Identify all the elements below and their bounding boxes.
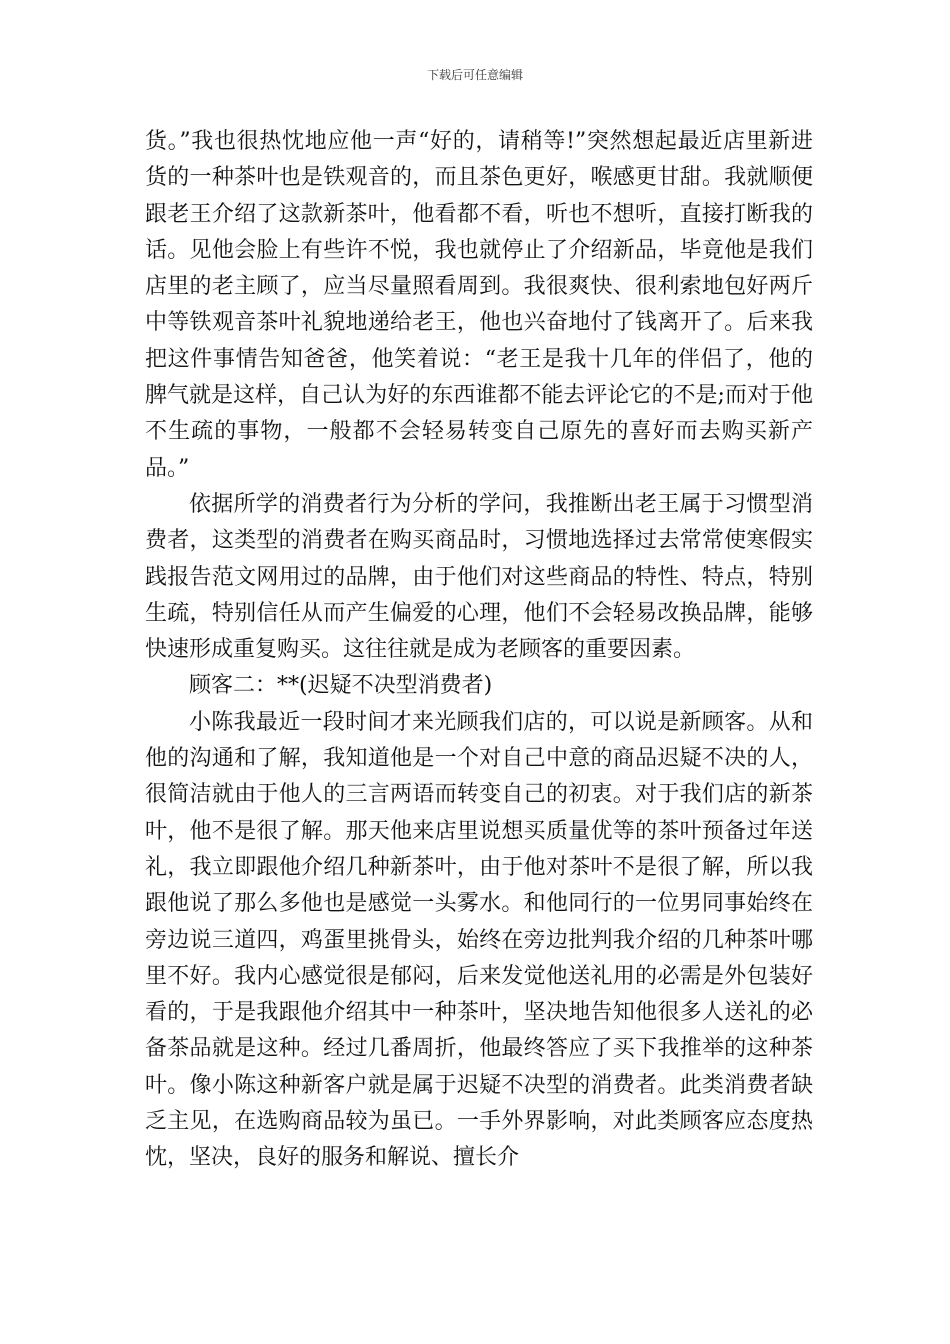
paragraph-habitual-consumer: 依据所学的消费者行为分析的学问，我推断出老王属于习惯型消费者，这类型的消费者在购买商品时，习惯地选择过去常常使寒假实践报告范文网用过的品牌，由于他们对这些商品的特性、特点，特别生疏，特别信任从而产生偏爱的心理，他们不会轻易改换品牌，能够快速形成重复购买。这往往就是成为老顾客的重要因素。 xyxy=(145,491,813,663)
paragraph-hesitant-consumer: 小陈我最近一段时间才来光顾我们店的，可以说是新顾客。从和他的沟通和了解，我知道他是一个对自己中意的商品迟疑不决的人，很简洁就由于他人的三言两语而转变自己的初衷。对于我们店的新茶叶，他不是很了解。那天他来店里说想买质量优等的茶叶预备过年送礼，我立即跟他介绍几种新茶叶，由于他对茶叶不是很了解，所以我跟他说了那么多他也是感觉一头雾水。和他同行的一位男同事始终在旁边说三道四，鸡蛋里挑骨头，始终在旁边批判我介绍的几种茶叶哪里不好。我内心感觉很是郁闷，后来发觉他送礼用的必需是外包装好看的，于是我跟他介绍其中一种茶叶，坚决地告知他很多人送礼的必备茶品就是这种。经过几番周折，他最终答应了买下我推举的这种茶叶。像小陈这种新客户就是属于迟疑不决型的消费者。此类消费者缺乏主见，在选购商品较为虽已。一手外界影响，对此类顾客应态度热忱，坚决，良好的服务和解说、擅长介 xyxy=(145,709,813,1171)
paragraph-customer-two-heading: 顾客二：**(迟疑不决型消费者) xyxy=(189,673,493,699)
document-body xyxy=(145,124,813,1177)
paragraph-tea-story: 货。”我也很热忱地应他一声“好的，请稍等!”突然想起最近店里新进货的一种茶叶也是铁观音的，而且茶色更好，喉感更甘甜。我就顺便跟老王介绍了这款新茶叶，他看都不看，听也不想听，直接打断我的话。见他会脸上有些许不悦，我也就停止了介绍新品，毕竟他是我们店里的老主顾了，应当尽量照看周到。我很爽快、很利索地包好两斤中等铁观音茶叶礼貌地递给老王，他也兴奋地付了钱离开了。后来我把这件事情告知爸爸，他笑着说：“老王是我十几年的伴侣了，他的脾气就是这样，自己认为好的东西谁都不能去评论它的不是;而对于他不生疏的事物，一般都不会轻易转变自己原先的喜好而去购买新产品。” xyxy=(145,129,813,481)
page-header: 下载后可任意编辑 xyxy=(426,68,523,82)
